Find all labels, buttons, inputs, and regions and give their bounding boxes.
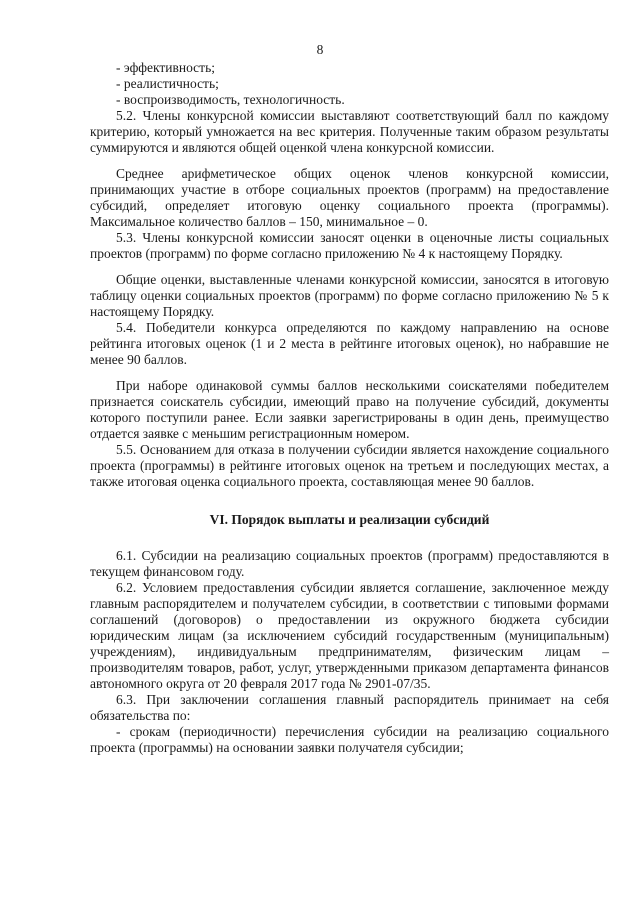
obligation-payment-terms: - срокам (периодичности) перечисления субсидии на реализацию социального проекта (программы) на основании заявки получателя субсидии; bbox=[90, 724, 609, 755]
paragraph-6-2: 6.2. Условием предоставления субсидии является соглашение, заключенное между главным распорядителем и получателем субсидии, в соответствии с типовыми формами соглашений (договоров) о предоставлении из окружного бюджета субсидии юридическим лицам (за исключением субсидий государственным (муниципальным) учреждениям), индивидуальным предпринимателям, физическим лицам – производителям товаров, работ, услуг, утвержденными приказом департамента финансов автономного округа от 20 февраля 2017 года № 2901-07/35. bbox=[90, 580, 609, 691]
section-heading: VI. Порядок выплаты и реализации субсидий bbox=[209, 512, 490, 527]
paragraph-6-3: 6.3. При заключении соглашения главный распорядитель принимает на себя обязательства по: bbox=[90, 692, 609, 723]
paragraph-average-score: Среднее арифметическое общих оценок членов конкурсной комиссии, принимающих участие в отборе социальных проектов (программ) на предоставление субсидий, определяет итоговую оценку социального проекта (программы). Максимальное количество баллов – 150, минимальное – 0. bbox=[90, 166, 609, 229]
paragraph-5-5: 5.5. Основанием для отказа в получении субсидии является нахождение социального проекта (программы) в рейтинге итоговых оценок на третьем и последующих местах, а также итоговая оценка социального проекта, составляющая менее 90 баллов. bbox=[90, 442, 609, 489]
document-body bbox=[90, 60, 609, 756]
criterion-realism: - реалистичность; bbox=[116, 76, 219, 91]
paragraph-6-1: 6.1. Субсидии на реализацию социальных проектов (программ) предоставляются в текущем финансовом году. bbox=[90, 548, 609, 579]
criterion-reproducibility: - воспроизводимость, технологичность. bbox=[116, 92, 345, 107]
paragraph-5-2: 5.2. Члены конкурсной комиссии выставляют соответствующий балл по каждому критерию, который умножается на вес критерия. Полученные таким образом результаты суммируются и являются общей оценкой члена конкурсной комиссии. bbox=[90, 108, 609, 155]
page-number: 8 bbox=[316, 42, 324, 57]
paragraph-5-3: 5.3. Члены конкурсной комиссии заносят оценки в оценочные листы социальных проектов (программ) по форме согласно приложению № 4 к настоящему Порядку. bbox=[90, 230, 609, 261]
paragraph-total-scores: Общие оценки, выставленные членами конкурсной комиссии, заносятся в итоговую таблицу оценки социальных проектов (программ) по форме согласно приложению № 5 к настоящему Порядку. bbox=[90, 272, 609, 319]
paragraph-5-4: 5.4. Победители конкурса определяются по каждому направлению на основе рейтинга итоговых оценок (1 и 2 места в рейтинге итоговых оценок), но набравшие не менее 90 баллов. bbox=[90, 320, 609, 367]
criterion-effectiveness: - эффективность; bbox=[116, 60, 215, 75]
paragraph-tie-break: При наборе одинаковой суммы баллов несколькими соискателями победителем признается соискатель субсидии, имеющий право на получение субсидий, документы которого поступили ранее. Если заявки зарегистрированы в один день, преимущество отдается заявке с меньшим регистрационным номером. bbox=[90, 378, 609, 441]
